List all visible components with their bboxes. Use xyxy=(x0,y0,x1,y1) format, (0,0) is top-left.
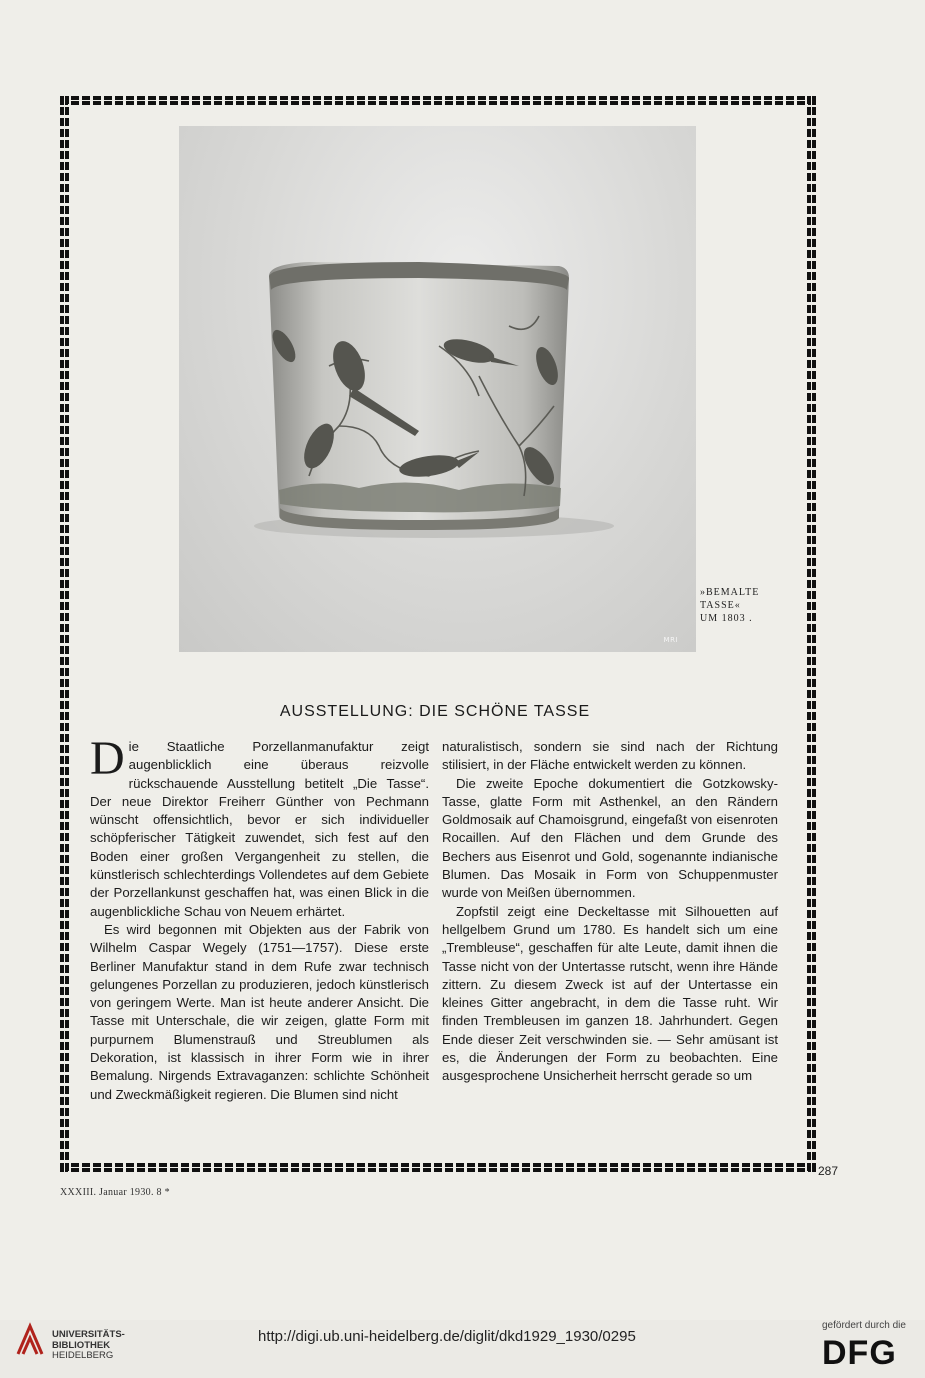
article-title: AUSSTELLUNG: DIE SCHÖNE TASSE xyxy=(279,703,591,720)
painted-cup-illustration xyxy=(179,126,696,652)
text-column-right xyxy=(442,738,778,1086)
decorative-border-left xyxy=(60,96,69,1172)
paragraph-text: ie Staatliche Porzellanmanufaktur zeigt augenblicklich eine überaus reizvolle rückschauende Ausstellung betitelt „Die Tasse“. Der neue Direktor Freiherr Günther von Pechmann wünscht offensichtlich, bevor er sich individueller schöpferischer Tätigkeit zuwendet, sich fest auf den Boden einer großen Vergangenheit zu stellen, die künstlerisch schlechterdings Vollendetes auf dem Gebiete der Porzellankunst geschaffen hat, was einen Blick in die augenblickliche Schau von Neuem erhärtet. xyxy=(90,739,429,919)
caption-line-2: TASSE« xyxy=(700,600,741,611)
photographer-monogram: MRI xyxy=(663,636,678,644)
paragraph: Es wird begonnen mit Objekten aus der Fabrik von Wilhelm Caspar Wegely (1751—1757). Diese erste Berliner Manufaktur stand in dem Rufe zwar technisch gelungenes Porzellan zu produzieren, jedoch künstlerisch von geringem Werte. Man ist heute anderer Ansicht. Die Tasse mit Unterschale, die wir zeigen, glatte Form mit purpurnem Blumenstrauß und Streublumen als Dekoration, ist klassisch in ihrer Form wie in ihrer Bemalung. Nirgends Extravaganzen: schlichte Schönheit und Zweckmäßigkeit regieren. Die Blumen sind nicht xyxy=(90,921,429,1102)
document-url-link[interactable]: http://digi.ub.uni-heidelberg.de/diglit/dkd1929_1930/0295 xyxy=(258,1328,636,1345)
university-library-logo-icon[interactable] xyxy=(10,1320,50,1360)
paragraph: Die zweite Epoche dokumentiert die Gotzkowsky-Tasse, glatte Form mit Asthenkel, an den Rändern Goldmosaik auf Chamoisgrund, eingefaßt von eisenroten Rocaillen. Auf den Flächen und dem Grunde des Bechers aus Eisenrot und Gold, sogenannte indianische Blumen. Das Mosaik in Form von Schuppenmuster wurde von Meißen übernommen. xyxy=(442,775,778,901)
page-number: 287 xyxy=(818,1164,839,1178)
library-name[interactable]: UNIVERSITÄTS- BIBLIOTHEK HEIDELBERG xyxy=(52,1329,125,1361)
decorative-border-right xyxy=(807,96,816,1172)
issue-footnote: XXXIII. Januar 1930. 8 * xyxy=(60,1187,170,1198)
caption-line-1: »BEMALTE xyxy=(700,587,760,598)
drop-cap: D xyxy=(90,732,125,785)
photo-caption xyxy=(700,586,800,625)
text-column-left xyxy=(90,732,429,1104)
paragraph: Zopfstil zeigt eine Deckeltasse mit Silhouetten auf hellgelbem Grund um 1780. Es handelt sich um eine „Trembleuse“, geschaffen für alte Leute, damit ihnen die Tasse nicht von der Untertasse rutscht, wenn ihre Hände zittern. Zu diesem Zweck ist auf der Untertasse ein kleines Gitter angebracht, in dem die Tasse ruht. Wir finden Trembleusen im ganzen 18. Jahrhundert. Gegen Ende dieser Zeit verschwinden sie. — Sehr amüsant ist es, die Änderungen der Form zu beobachten. Eine ausgesprochene Unsicherheit herrscht gerade so um xyxy=(442,903,778,1084)
decorative-border-bottom xyxy=(60,1163,816,1172)
paragraph: naturalistisch, sondern sie sind nach der Richtung stilisiert, in der Fläche entwickelt werden zu können. xyxy=(442,739,778,773)
funded-by-label: gefördert durch die xyxy=(822,1320,906,1331)
caption-line-3: UM 1803 . xyxy=(700,613,753,624)
dfg-logo[interactable]: DFG xyxy=(822,1334,897,1372)
paragraph xyxy=(90,732,429,921)
cup-photograph xyxy=(179,126,696,652)
decorative-border-top xyxy=(60,96,816,105)
